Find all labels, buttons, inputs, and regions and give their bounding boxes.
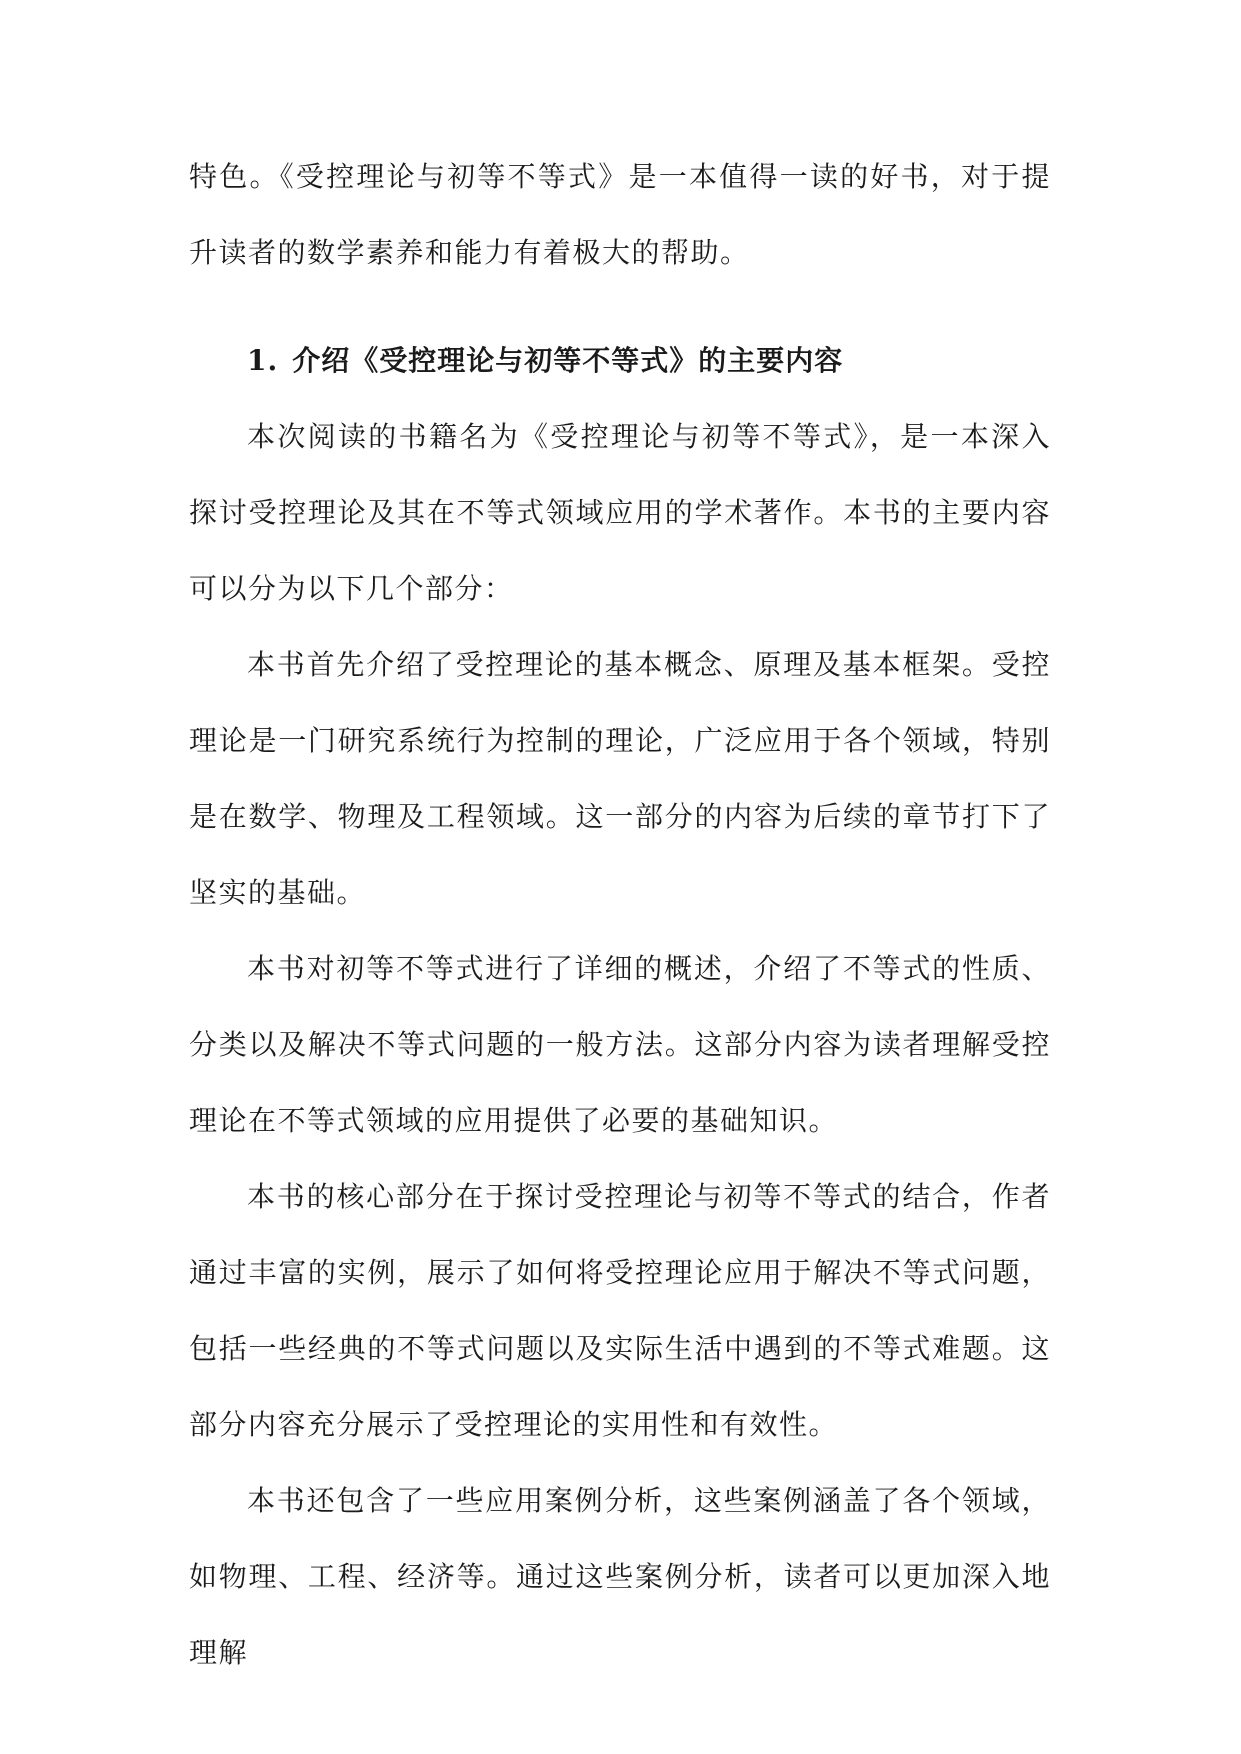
paragraph-case-studies: 本书还包含了一些应用案例分析，这些案例涵盖了各个领域，如物理、工程、经济等。通过这些案例分析，读者可以更加深入地理解 [189, 1484, 1051, 1669]
paragraph-inequalities-overview: 本书对初等不等式进行了详细的概述，介绍了不等式的性质、分类以及解决不等式问题的一般方法。这部分内容为读者理解受控理论在不等式领域的应用提供了必要的基础知识。 [189, 952, 1051, 1137]
document-body [189, 139, 1051, 1691]
section-number: 1. [247, 344, 279, 377]
paragraph-overview: 本次阅读的书籍名为《受控理论与初等不等式》，是一本深入探讨受控理论及其在不等式领域应用的学术著作。本书的主要内容可以分为以下几个部分： [189, 420, 1051, 605]
paragraph-core-section: 本书的核心部分在于探讨受控理论与初等不等式的结合，作者通过丰富的实例，展示了如何将受控理论应用于解决不等式问题，包括一些经典的不等式问题以及实际生活中遇到的不等式难题。这部分内容充分展示了受控理论的实用性和有效性。 [189, 1180, 1051, 1441]
section-heading [189, 323, 1051, 399]
intro-paragraph: 特色。《受控理论与初等不等式》是一本值得一读的好书，对于提升读者的数学素养和能力有着极大的帮助。 [189, 160, 1051, 269]
section-title: 介绍《受控理论与初等不等式》的主要内容 [292, 344, 844, 377]
paragraph-control-theory-basics: 本书首先介绍了受控理论的基本概念、原理及基本框架。受控理论是一门研究系统行为控制的理论，广泛应用于各个领域，特别是在数学、物理及工程领域。这一部分的内容为后续的章节打下了坚实的基础。 [189, 648, 1051, 909]
